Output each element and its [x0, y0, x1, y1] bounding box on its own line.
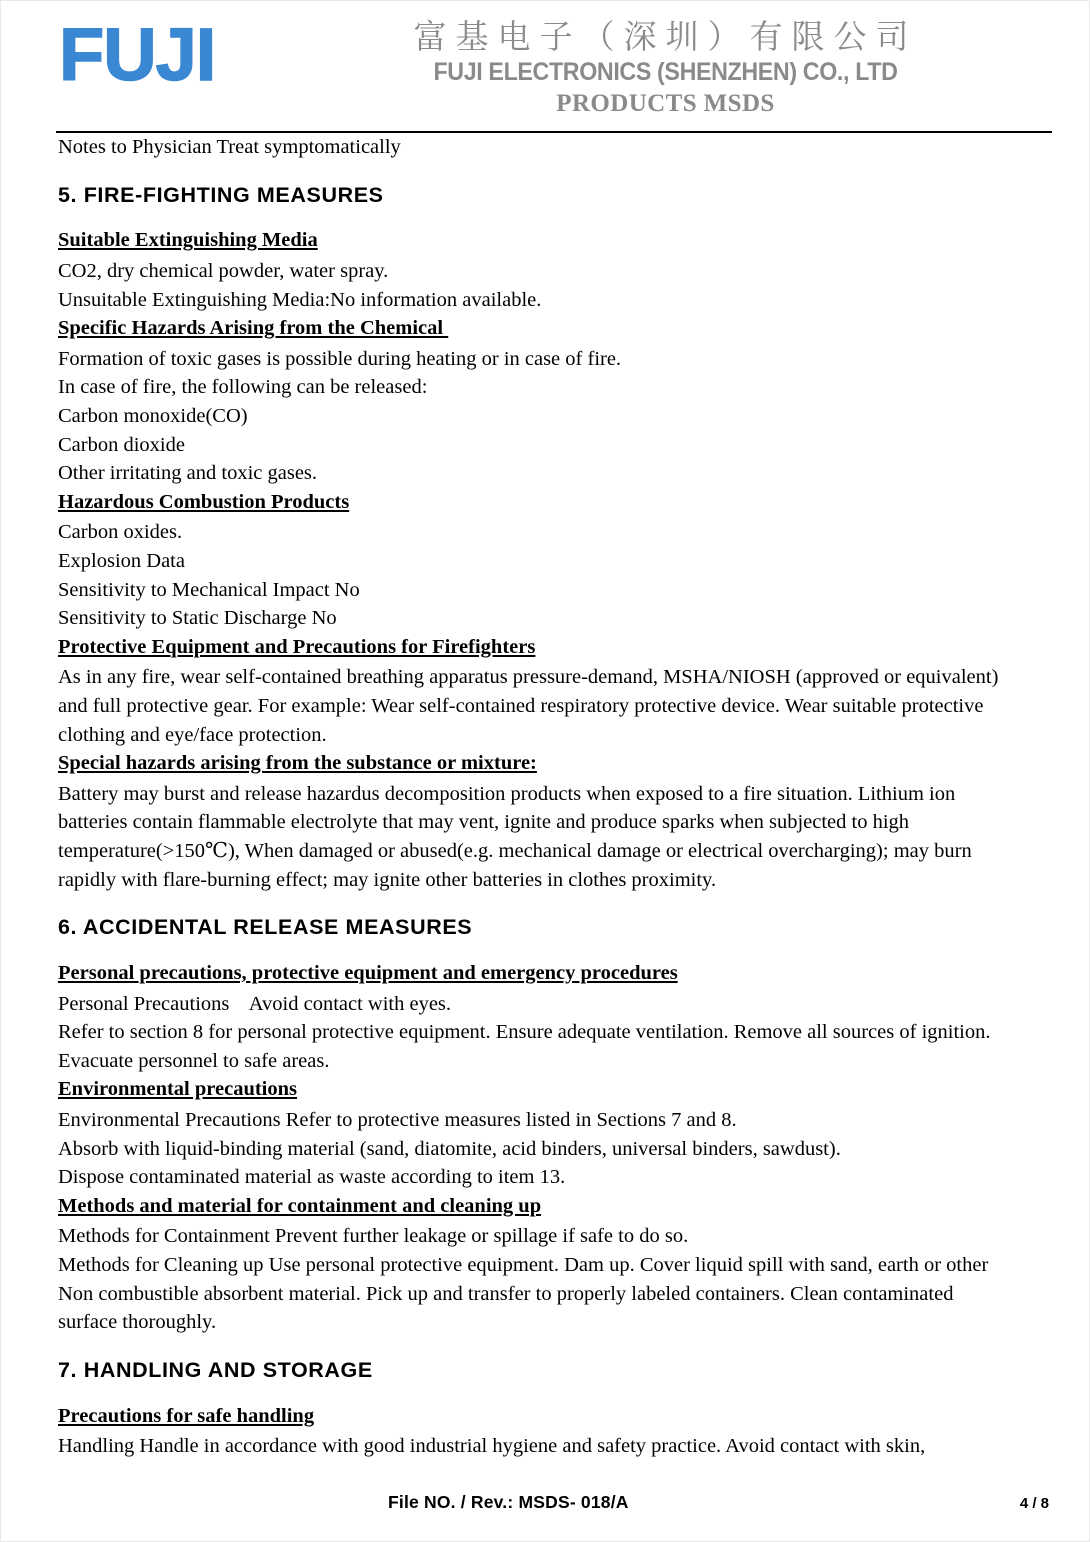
text-other-toxic-gases: Other irritating and toxic gases. — [58, 462, 318, 485]
document-title: PRODUCTS MSDS — [556, 89, 775, 117]
subheading-hazardous-combustion-wrap — [58, 488, 1049, 519]
subheading-precautions-safe-handling: Precautions for safe handling — [58, 1404, 315, 1427]
text-evacuate-personnel: Evacuate personnel to safe areas. — [58, 1049, 330, 1072]
section-heading-6: 6. ACCIDENTAL RELEASE MEASURES — [58, 915, 473, 940]
text-methods-containment: Methods for Containment Prevent further leakage or spillage if safe to do so. — [58, 1225, 689, 1248]
paragraph-refer-section-8: Refer to section 8 for personal protective equipment. Ensure adequate ventilation. Remove all sources of ignition. — [58, 1021, 991, 1044]
subheading-suitable-extinguishing-media: Suitable Extinguishing Media — [58, 229, 318, 252]
text-explosion-data: Explosion Data — [58, 550, 185, 572]
footer-page-number: 4 / 8 — [1019, 1495, 1049, 1512]
header-divider — [56, 131, 1052, 133]
text-personal-precautions-eyes: Personal Precautions Avoid contact with eyes. — [58, 992, 452, 1015]
section-heading-7: 7. HANDLING AND STORAGE — [58, 1357, 373, 1382]
page-footer — [58, 1492, 1049, 1513]
paragraph-methods-cleaning-up: Methods for Cleaning up Use personal protective equipment. Dam up. Cover liquid spill with sand, earth or other Non combustible absorbent material. Pick up and transfer to properly labeled containers. Clean contaminated surface thoroughly. — [58, 1253, 989, 1334]
text-absorb-liquid-binding: Absorb with liquid-binding material (sand, diatomite, acid binders, universal binders, sawdust). — [58, 1137, 841, 1160]
text-handling-hygiene-practice: Handling Handle in accordance with good industrial hygiene and safety practice. Avoid contact with skin, — [58, 1435, 926, 1458]
subheading-precautions-safe-handling-wrap — [58, 1402, 1049, 1433]
text-fire-released: In case of fire, the following can be released: — [58, 376, 428, 399]
text-carbon-monoxide: Carbon monoxide(CO) — [58, 405, 248, 428]
paragraph-firefighter-equipment: As in any fire, wear self-contained breathing apparatus pressure-demand, MSHA/NIOSH (approved or equivalent) and full protective gear. For example: Wear self-contained respiratory protective device. Wear suitable protective clothing and eye/face protection. — [58, 666, 999, 746]
company-name-chinese: 富基电子（深圳）有限公司 — [413, 18, 918, 55]
subheading-special-hazards-wrap — [58, 749, 1049, 780]
page-header — [1, 1, 1089, 133]
text-dispose-contaminated-material: Dispose contaminated material as waste according to item 13. — [58, 1166, 566, 1189]
fuji-logo-text: FUJI — [59, 13, 216, 96]
footer-file-number: File NO. / Rev.: MSDS- 018/A — [388, 1492, 629, 1512]
subheading-specific-hazards-wrap — [58, 314, 1049, 345]
section-heading-5: 5. FIRE-FIGHTING MEASURES — [58, 182, 384, 207]
subheading-personal-precautions: Personal precautions, protective equipment and emergency procedures — [58, 962, 678, 984]
text-co2-media: CO2, dry chemical powder, water spray. — [58, 260, 389, 283]
company-name-english: FUJI ELECTRONICS (SHENZHEN) CO., LTD — [433, 58, 898, 87]
text-toxic-gas-formation: Formation of toxic gases is possible during heating or in case of fire. — [58, 347, 622, 370]
subheading-specific-hazards: Specific Hazards Arising from the Chemical — [58, 317, 449, 340]
notes-to-physician-line: Notes to Physician Treat symptomatically — [58, 136, 401, 158]
fuji-logo — [59, 13, 274, 96]
subheading-environmental-precautions-wrap — [58, 1075, 1049, 1106]
subheading-protective-equipment-wrap — [58, 633, 1049, 664]
subheading-protective-equipment-firefighters: Protective Equipment and Precautions for Firefighters — [58, 635, 536, 658]
text-carbon-dioxide: Carbon dioxide — [58, 433, 185, 456]
document-body — [1, 133, 1089, 1461]
subheading-suitable-extinguishing-media-wrap — [58, 226, 1049, 257]
subheading-special-hazards-substance: Special hazards arising from the substance or mixture: — [58, 752, 537, 775]
text-sensitivity-mechanical-impact: Sensitivity to Mechanical Impact No — [58, 578, 360, 601]
subheading-hazardous-combustion-products: Hazardous Combustion Products — [58, 490, 350, 513]
header-titles — [274, 15, 1049, 118]
subheading-methods-containment-cleaning: Methods and material for containment and cleaning up — [58, 1194, 542, 1217]
text-sensitivity-static-discharge: Sensitivity to Static Discharge No — [58, 607, 337, 630]
text-unsuitable-media: Unsuitable Extinguishing Media:No information available. — [58, 288, 542, 311]
subheading-environmental-precautions: Environmental precautions — [58, 1078, 298, 1101]
text-carbon-oxides: Carbon oxides. — [58, 521, 183, 544]
subheading-methods-containment-wrap — [58, 1192, 1049, 1223]
paragraph-battery-hazards: Battery may burst and release hazardus decomposition products when exposed to a fire situation. Lithium ion batteries contain flammable electrolyte that may vent, ignite and produce sparks when subjected to high temperature(>150℃), When damaged or abused(e.g. mechanical damage or electrical overcharging); may burn rapidly with flare-burning effect; may ignite other batteries in clothes proximity. — [58, 782, 972, 891]
subheading-personal-precautions-wrap — [58, 959, 1049, 990]
text-environmental-refer-measures: Environmental Precautions Refer to protective measures listed in Sections 7 and 8. — [58, 1108, 737, 1131]
